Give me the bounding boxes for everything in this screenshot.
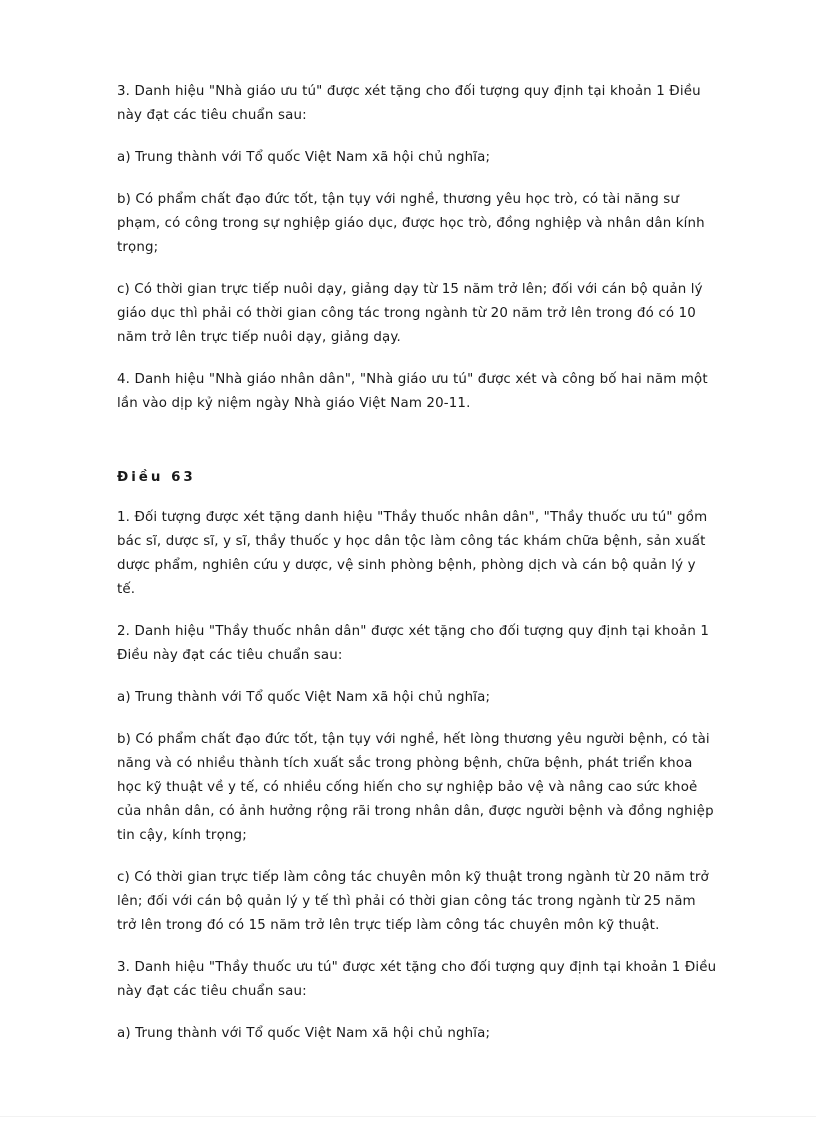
page-bottom-divider [0, 1116, 816, 1117]
article-heading: Điều 63 [117, 470, 196, 485]
paragraph-ethics-teacher: b) Có phẩm chất đạo đức tốt, tận tụy với nghề, thương yêu học trò, có tài năng sư phạm, có công trong sự nghiệp giáo dục, được học trò, đồng nghiệp và nhân dân kính trọng; [117, 192, 705, 255]
paragraph-thay-thuoc-uu-tu-criteria: 3. Danh hiệu "Thầy thuốc ưu tú" được xét tặng cho đối tượng quy định tại khoản 1 Điều này đạt các tiêu chuẩn sau: [117, 960, 717, 999]
paragraph-loyalty-doctor-2: a) Trung thành với Tổ quốc Việt Nam xã hội chủ nghĩa; [117, 1026, 491, 1041]
document-page [117, 80, 717, 1064]
paragraph-thay-thuoc-nhan-dan-criteria: 2. Danh hiệu "Thầy thuốc nhân dân" được xét tặng cho đối tượng quy định tại khoản 1 Điều này đạt các tiêu chuẩn sau: [117, 624, 710, 663]
paragraph-loyalty: a) Trung thành với Tổ quốc Việt Nam xã hội chủ nghĩa; [117, 150, 491, 165]
paragraph-ethics-doctor: b) Có phẩm chất đạo đức tốt, tận tụy với nghề, hết lòng thương yêu người bệnh, có tài năng và có nhiều thành tích xuất sắc trong phòng bệnh, chữa bệnh, phát triển khoa học kỹ thuật về y tế, có nhiều cống hiến cho sự nghiệp bảo vệ và nâng cao sức khoẻ của nhân dân, có ảnh hưởng rộng rãi trong nhân dân, được người bệnh và đồng nghiệp tin cậy, kính trọng; [117, 732, 714, 843]
paragraph-medical-years: c) Có thời gian trực tiếp làm công tác chuyên môn kỹ thuật trong ngành từ 20 năm trở lên; đối với cán bộ quản lý y tế thì phải có thời gian công tác trong ngành từ 25 năm trở lên trong đó có 15 năm trở lên trực tiếp làm công tác chuyên môn kỹ thuật. [117, 870, 709, 933]
paragraph-teaching-years: c) Có thời gian trực tiếp nuôi dạy, giảng dạy từ 15 năm trở lên; đối với cán bộ quản lý giáo dục thì phải có thời gian công tác trong ngành từ 20 năm trở lên trong đó có 10 năm trở lên trực tiếp nuôi dạy, giảng dạy. [117, 282, 703, 345]
paragraph-announcement-schedule: 4. Danh hiệu "Nhà giáo nhân dân", "Nhà giáo ưu tú" được xét và công bố hai năm một lần vào dịp kỷ niệm ngày Nhà giáo Việt Nam 20-11. [117, 372, 708, 411]
paragraph-doctor-eligibility: 1. Đối tượng được xét tặng danh hiệu "Thầy thuốc nhân dân", "Thầy thuốc ưu tú" gồm bác sĩ, dược sĩ, y sĩ, thầy thuốc y học dân tộc làm công tác khám chữa bệnh, sản xuất dược phẩm, nghiên cứu y dược, vệ sinh phòng bệnh, phòng dịch và cán bộ quản lý y tế. [117, 510, 708, 597]
paragraph-loyalty-doctor: a) Trung thành với Tổ quốc Việt Nam xã hội chủ nghĩa; [117, 690, 491, 705]
paragraph-nha-giao-uu-tu-criteria: 3. Danh hiệu "Nhà giáo ưu tú" được xét tặng cho đối tượng quy định tại khoản 1 Điều này đạt các tiêu chuẩn sau: [117, 84, 701, 123]
